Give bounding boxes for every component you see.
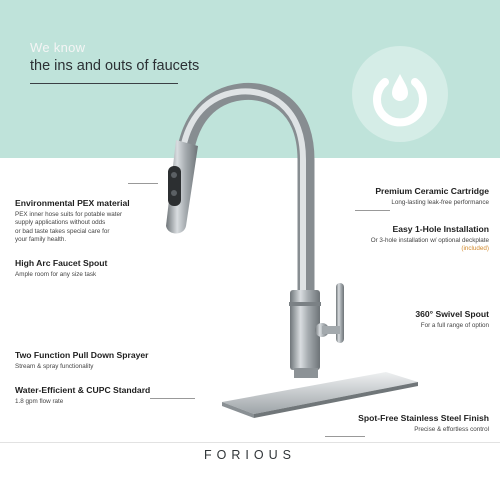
brand-logo: FORIOUS bbox=[204, 448, 296, 462]
feature-finish bbox=[358, 413, 489, 434]
feature-sprayer-title: Two Function Pull Down Sprayer bbox=[15, 350, 149, 360]
feature-finish-title: Spot-Free Stainless Steel Finish bbox=[358, 413, 489, 423]
headline-line2: the ins and outs of faucets bbox=[30, 58, 200, 74]
feature-install bbox=[371, 224, 489, 254]
feature-install-accent: (included) bbox=[461, 245, 489, 253]
feature-swivel bbox=[415, 309, 489, 330]
pex-desc-line: your family health. bbox=[15, 235, 67, 243]
footer-divider bbox=[0, 442, 500, 443]
pex-desc-line: supply applications without odds bbox=[15, 219, 106, 227]
feature-sprayer bbox=[15, 350, 149, 371]
feature-arc-title: High Arc Faucet Spout bbox=[15, 258, 108, 268]
feature-arc bbox=[15, 258, 107, 279]
connector-line bbox=[150, 398, 195, 399]
feature-swivel-desc: For a full range of option bbox=[420, 322, 489, 329]
feature-finish-desc: Precise & effortless control bbox=[414, 426, 489, 433]
feature-pex-title: Environmental PEX material bbox=[15, 198, 130, 208]
feature-water-title: Water-Efficient & CUPC Standard bbox=[15, 385, 151, 395]
feature-pex bbox=[15, 198, 130, 244]
spray-head bbox=[166, 140, 198, 234]
headline-line1: We know bbox=[30, 40, 86, 55]
connector-line bbox=[128, 183, 158, 184]
feature-sprayer-desc: Stream & spray functionality bbox=[15, 363, 94, 370]
feature-swivel-title: 360° Swivel Spout bbox=[415, 309, 489, 319]
feature-water-desc: 1.8 gpm flow rate bbox=[15, 398, 64, 405]
connector-line bbox=[325, 436, 365, 437]
feature-pex-desc bbox=[15, 211, 130, 244]
connector-line bbox=[355, 210, 390, 211]
feature-install-desc: Or 3-hole installation w/ optional deckplate bbox=[370, 237, 489, 244]
feature-arc-desc: Ample room for any size task bbox=[15, 271, 97, 278]
feature-install-title: Easy 1-Hole Installation bbox=[392, 224, 489, 234]
feature-water bbox=[15, 385, 150, 406]
feature-cartridge-desc: Long-lasting leak-free performance bbox=[391, 199, 489, 206]
feature-cartridge bbox=[375, 186, 489, 207]
pex-desc-line: PEX inner hose suits for potable water bbox=[15, 211, 123, 218]
pex-desc-line: or bad taste takes special care for bbox=[15, 227, 110, 235]
feature-cartridge-title: Premium Ceramic Cartridge bbox=[375, 186, 489, 196]
